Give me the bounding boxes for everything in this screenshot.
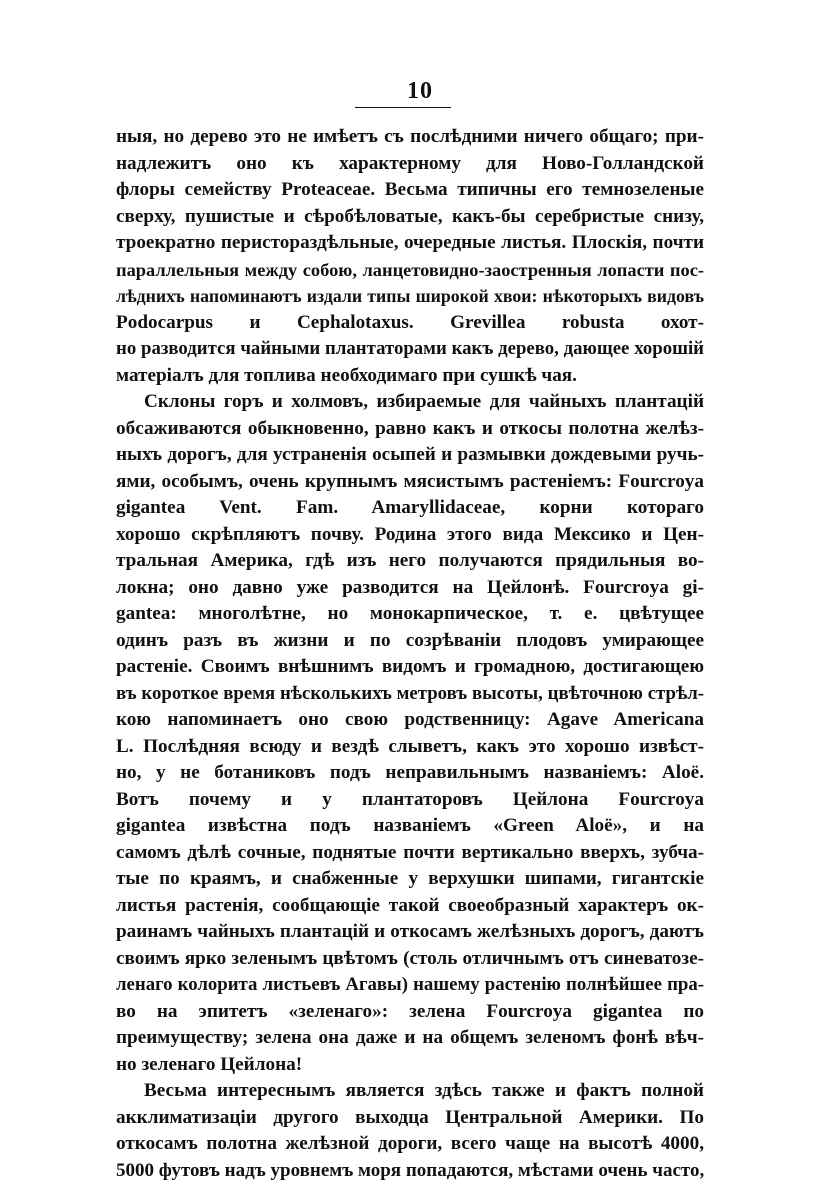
text-line: надлежитъ оно къ характерному для Ново-Голландской <box>116 152 704 174</box>
text-line: троекратно перистораздѣльные, очередные листья. Плоскія, почти <box>116 232 704 253</box>
text-line: Вотъ почему и у плантаторовъ Цейлона Fourcroya <box>116 788 704 810</box>
text-line: 5000 футовъ надъ уровнемъ моря попадаются, мѣстами очень часто, <box>116 1159 705 1181</box>
text-line: сверху, пушистые и сѣробѣловатые, какъ-бы серебристые снизу, <box>116 205 704 227</box>
text-line: хорошо скрѣпляютъ почву. Родина этого вида Мексико и Цен- <box>116 523 704 545</box>
text-line: параллельныя между собою, ланцетовидно-заостренныя лопасти пос- <box>116 259 704 280</box>
text-line: ныя, но дерево это не имѣетъ съ послѣдними ничего общаго; при- <box>116 126 704 147</box>
text-line: обсаживаются обыкновенно, равно какъ и откосы полотна желѣз- <box>116 417 704 439</box>
text-line: тральная Америка, гдѣ изъ него получаются прядильныя во- <box>116 550 704 571</box>
page-number-block <box>0 78 840 105</box>
text-line: одинъ разъ въ жизни и по созрѣваніи плодовъ умирающее <box>116 629 704 651</box>
text-line: растеніе. Своимъ внѣшнимъ видомъ и громадною, достигающею <box>116 656 704 677</box>
text-line: во на эпитетъ «зеленаго»: зелена Fourcroya gigantea по <box>116 1000 704 1022</box>
text-line: самомъ дѣлѣ сочные, поднятые почти вертикально вверхъ, зубча- <box>116 841 704 863</box>
text-line: Склоны горъ и холмовъ, избираемые для чайныхъ плантацій <box>144 391 704 412</box>
text-line: ленаго колорита листьевъ Агавы) нашему растенію полнѣйшее пра- <box>116 974 704 995</box>
text-line: но, у не ботаниковъ подъ неправильнымъ названіемъ: Aloë. <box>116 762 704 783</box>
header-rule <box>355 107 451 108</box>
text-line: флоры семейству Proteaceae. Весьма типичны его темнозеленые <box>116 179 704 200</box>
text-line: кою напоминаетъ оно свою родственницу: Agave Americana <box>116 709 704 730</box>
text-line: локна; оно давно уже разводится на Цейлонѣ. Fourcroya gi- <box>116 576 704 598</box>
text-line: въ короткое время нѣсколькихъ метровъ высоты, цвѣточною стрѣл- <box>116 682 704 704</box>
text-line: раинамъ чайныхъ плантацій и откосамъ желѣзныхъ дорогъ, даютъ <box>116 921 704 942</box>
text-line: L. Послѣдняя всюду и вездѣ слыветъ, какъ это хорошо извѣст- <box>116 735 704 757</box>
text-line: ныхъ дорогъ, для устраненія осыпей и размывки дождевыми ручь- <box>116 444 704 465</box>
text-line: Podocarpus и Cephalotaxus. Grevillea robusta охот- <box>116 311 704 333</box>
text-line: gantea: многолѣтне, но монокарпическое, т. е. цвѣтущее <box>116 603 704 624</box>
text-line: акклиматизаціи другого выходца Центральной Америки. По <box>116 1106 704 1128</box>
text-line: лѣднихъ напоминаютъ издали типы широкой хвои: нѣкоторыхъ видовъ <box>116 286 704 306</box>
body-text <box>116 124 704 1184</box>
text-line: тые по краямъ, и снабженные у верхушки шипами, гигантскіе <box>116 868 704 889</box>
text-line: матеріалъ для топлива необходимаго при сушкѣ чая. <box>116 364 577 386</box>
text-line: но зеленаго Цейлона! <box>116 1053 303 1075</box>
text-line: преимуществу; зелена она даже и на общемъ зеленомъ фонѣ вѣч- <box>116 1027 704 1048</box>
text-line: листья растенія, сообщающіе такой своеобразный характеръ ок- <box>116 894 704 916</box>
text-line: Весьма интереснымъ является здѣсь также и фактъ полной <box>144 1080 704 1101</box>
text-line: но разводится чайными плантаторами какъ дерево, дающее хорошій <box>116 338 704 359</box>
text-line: откосамъ полотна желѣзной дороги, всего чаще на высотѣ 4000, <box>116 1133 704 1154</box>
text-line: gigantea извѣстна подъ названіемъ «Green Aloë», и на <box>116 815 704 836</box>
text-line: gigantea Vent. Fam. Amaryllidaceae, корни котораго <box>116 497 704 518</box>
page-number: 10 <box>407 78 433 104</box>
text-line: ями, особымъ, очень крупнымъ мясистымъ растеніемъ: Fourcroya <box>116 470 704 492</box>
text-line: своимъ ярко зеленымъ цвѣтомъ (столь отличнымъ отъ синеватозе- <box>116 947 704 969</box>
